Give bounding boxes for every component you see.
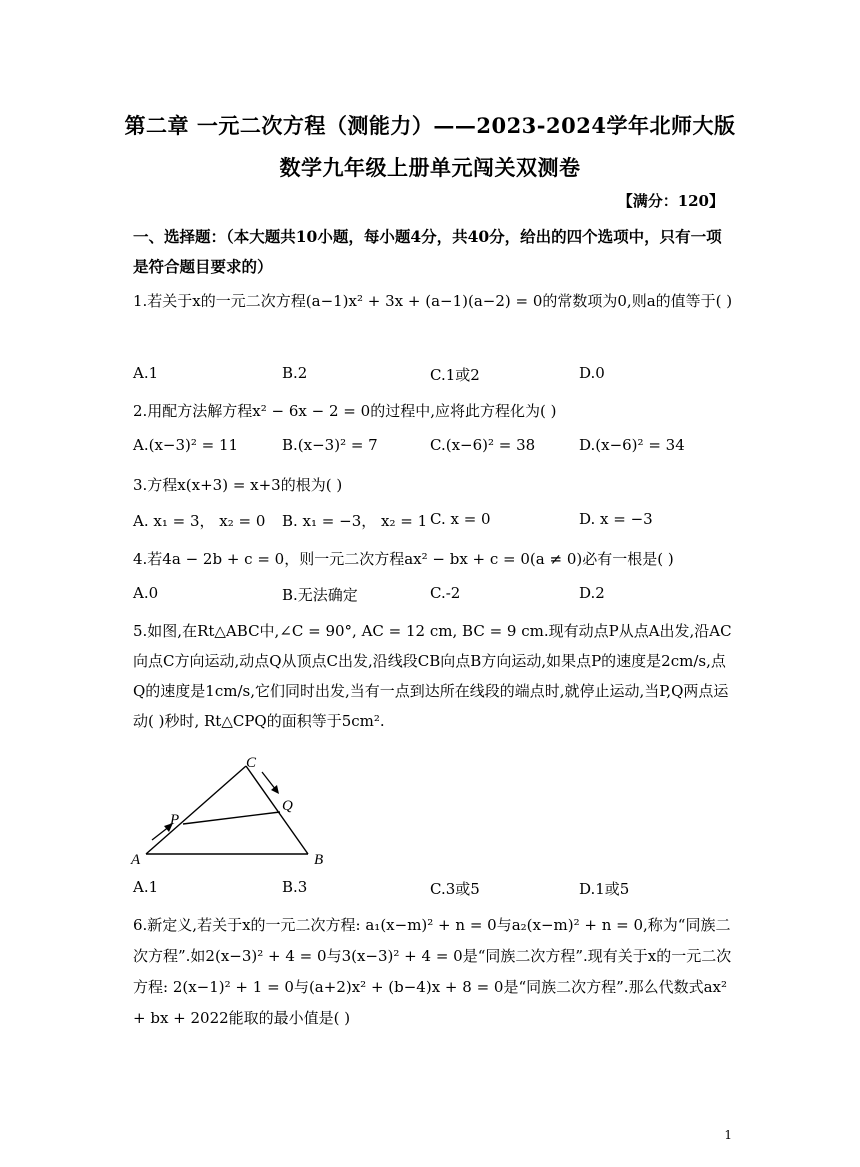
segment-pq [183,812,280,824]
option-b: B.(x−3)² = 7 [282,436,378,454]
option-a: A.0 [133,584,159,602]
label-q: Q [282,798,293,814]
label-a: A [131,852,141,868]
option-c: C.1或2 [430,366,480,384]
option-c: C.3或5 [430,880,480,898]
option-b: B. x₁ = −3， x₂ = 1 [282,512,428,530]
page-number: 1 [724,1128,732,1142]
option-b: B.3 [282,878,308,896]
option-a: A.(x−3)² = 11 [133,436,239,454]
arrow-q-head [271,785,279,794]
question-1-stem: 1.若关于x的一元二次方程(a−1)x² + 3x + (a−1)(a−2) = 0的常数项为0,则a的值等于( ) [133,292,733,310]
option-d: D. x = −3 [579,510,653,528]
label-c: C [246,755,257,771]
section-heading: 一、选择题：（本大题共10小题，每小题4分，共40分，给出的四个选项中，只有一项是符合题目要求的） [133,227,722,276]
option-d: D.2 [579,584,605,602]
side-cb [246,766,308,854]
full-score: 【满分：120】 [617,192,724,210]
arrow-q-line [262,772,276,790]
option-d: D.(x−6)² = 34 [579,436,685,454]
option-b: B.2 [282,364,308,382]
question-3-options [133,510,733,534]
side-ac [146,766,246,854]
option-c: C.-2 [430,584,461,602]
option-a: A. x₁ = 3， x₂ = 0 [133,512,266,530]
question-5-stem: 5.如图,在Rt△ABC中,∠C = 90°, AC = 12 cm, BC = 9 cm.现有动点P从点A出发,沿AC向点C方向运动,动点Q从顶点C出发,沿线段CB向点B方向运动,如果点P的速度是2cm/s,点Q的速度是1cm/s,它们同时出发,当有一点到达所在线段的端点时,就停止运动,当P,Q两点运动( )秒时, Rt△CPQ的面积等于5cm². [133,622,732,730]
option-a: A.1 [133,878,159,896]
triangle-figure [128,752,338,872]
option-d: D.0 [579,364,605,382]
title-line-2: 数学九年级上册单元闯关双测卷 [279,155,581,180]
question-4-options [133,584,733,608]
question-4-stem: 4.若4a − 2b + c = 0，则一元二次方程ax² − bx + c = 0(a ≠ 0)必有一根是( ) [133,550,674,568]
option-a: A.1 [133,364,159,382]
question-3-stem: 3.方程x(x+3) = x+3的根为( ) [133,476,343,494]
option-c: C.(x−6)² = 38 [430,436,536,454]
question-2-options [133,436,733,460]
question-2-stem: 2.用配方法解方程x² − 6x − 2 = 0的过程中,应将此方程化为( ) [133,402,557,420]
option-c: C. x = 0 [430,510,491,528]
label-b: B [314,852,324,868]
question-5-options [133,878,733,902]
label-p: P [170,812,180,828]
question-6-stem: 6.新定义,若关于x的一元二次方程: a₁(x−m)² + n = 0与a₂(x−m)² + n = 0,称为“同族二次方程”.如2(x−3)² + 4 = 0与3(x−3)² + 4 = 0是“同族二次方程”.现有关于x的一元二次方程: 2(x−1)² + 1 = 0与(a+2)x² + (b−4)x + 8 = 0是“同族二次方程”.那么代数式ax² + bx + 2022能取的最小值是( ) [133,916,732,1027]
option-b: B.无法确定 [282,586,358,604]
option-d: D.1或5 [579,880,630,898]
question-1-options [133,364,733,388]
title-line-1: 第二章 一元二次方程（测能力）——2023-2024学年北师大版 [124,113,736,138]
